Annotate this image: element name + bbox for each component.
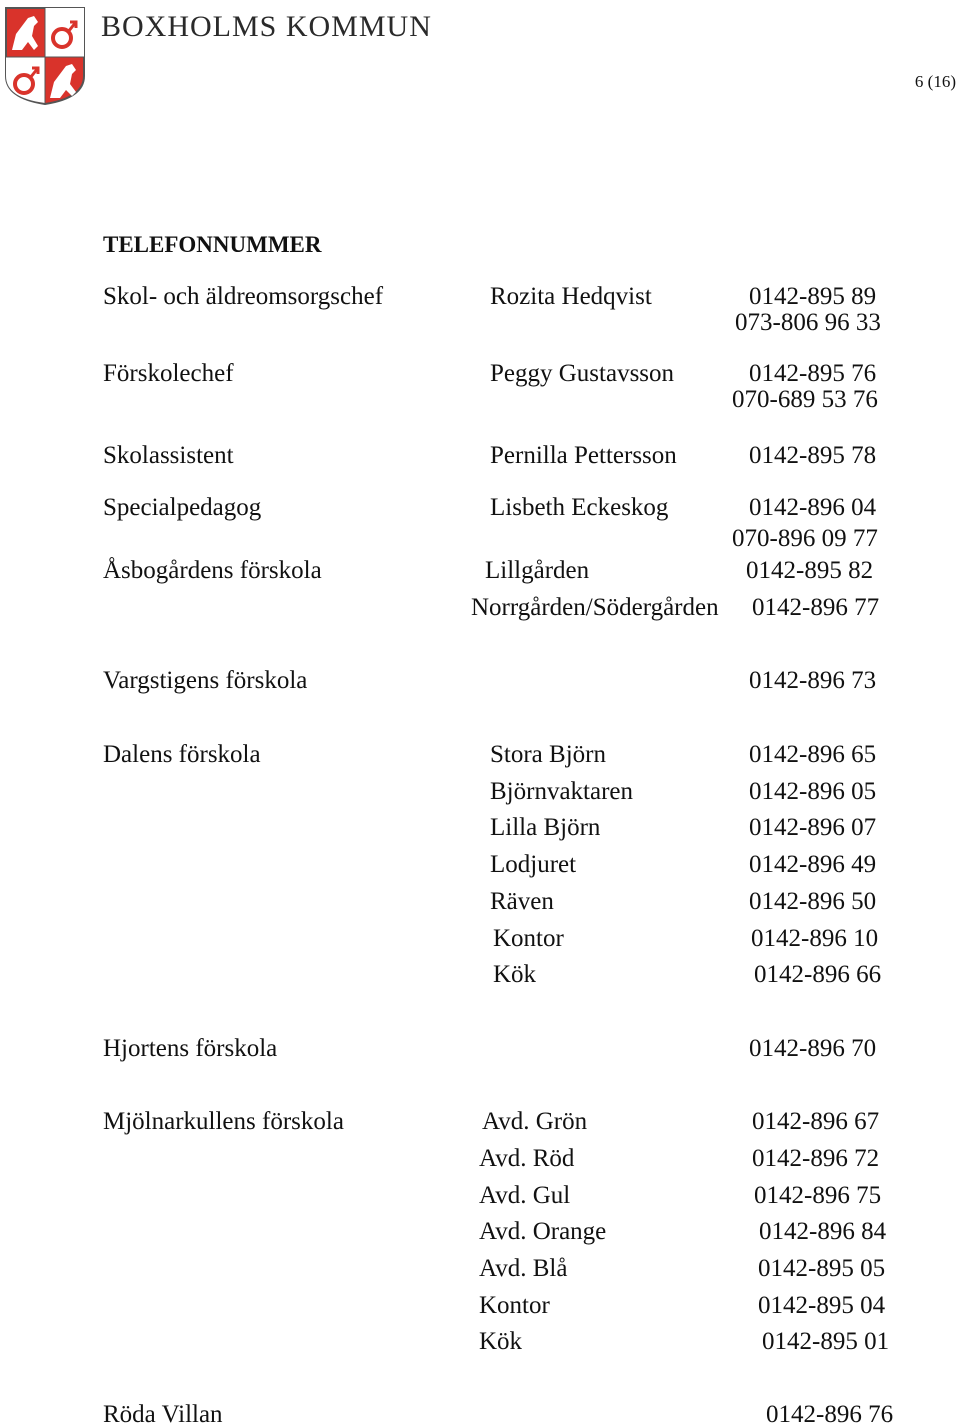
unit-phone: 0142-896 50	[749, 888, 877, 915]
unit-name: Kontor	[493, 925, 564, 952]
unit-name: Lillgården	[485, 557, 590, 584]
contact-mobile: 070-689 53 76	[732, 386, 878, 413]
unit-name: Avd. Gul	[479, 1182, 571, 1209]
unit-phone: 0142-896 67	[752, 1108, 880, 1135]
contact-role: Skolassistent	[103, 442, 234, 469]
unit-name: Avd. Röd	[479, 1145, 575, 1172]
contact-role: Specialpedagog	[103, 494, 262, 521]
preschool-phone: 0142-896 76	[766, 1401, 894, 1428]
preschool-name: Mjölnarkullens förskola	[103, 1108, 344, 1135]
unit-phone: 0142-896 66	[754, 961, 882, 988]
contact-mobile: 070-896 09 77	[732, 525, 878, 552]
contact-name: Peggy Gustavsson	[490, 360, 675, 387]
unit-phone: 0142-896 05	[749, 778, 877, 805]
preschool-phone: 0142-896 73	[749, 667, 877, 694]
unit-name: Räven	[490, 888, 554, 915]
unit-phone: 0142-896 72	[752, 1145, 880, 1172]
contact-name: Pernilla Pettersson	[490, 442, 677, 469]
unit-phone: 0142-896 49	[749, 851, 877, 878]
contact-name: Rozita Hedqvist	[490, 283, 652, 310]
preschool-phone: 0142-896 70	[749, 1035, 877, 1062]
contact-role: Förskolechef	[103, 360, 234, 387]
preschool-name: Dalens förskola	[103, 741, 261, 768]
preschool-name: Vargstigens förskola	[103, 667, 308, 694]
unit-name: Avd. Orange	[479, 1218, 607, 1245]
preschool-name: Hjortens förskola	[103, 1035, 278, 1062]
unit-phone: 0142-895 05	[758, 1255, 886, 1282]
contact-phone: 0142-896 04	[749, 494, 877, 521]
preschool-name: Röda Villan	[103, 1401, 223, 1428]
page-number: 6 (16)	[914, 72, 956, 91]
unit-phone: 0142-896 75	[754, 1182, 882, 1209]
unit-name: Lodjuret	[490, 851, 577, 878]
contact-name: Lisbeth Eckeskog	[490, 494, 669, 521]
preschool-name: Åsbogårdens förskola	[103, 557, 322, 584]
unit-phone: 0142-895 82	[746, 557, 874, 584]
unit-phone: 0142-896 84	[759, 1218, 887, 1245]
section-title: TELEFONNUMMER	[103, 232, 322, 257]
unit-name: Avd. Grön	[482, 1108, 588, 1135]
unit-name: Stora Björn	[490, 741, 606, 768]
unit-name: Lilla Björn	[490, 814, 601, 841]
unit-phone: 0142-896 07	[749, 814, 877, 841]
unit-phone: 0142-895 04	[758, 1292, 886, 1319]
contact-phone: 0142-895 76	[749, 360, 877, 387]
contact-phone: 0142-895 89	[749, 283, 877, 310]
unit-name: Kök	[479, 1328, 523, 1355]
coat-of-arms-icon	[4, 6, 86, 106]
contact-role: Skol- och äldreomsorgschef	[103, 283, 384, 310]
unit-name: Björnvaktaren	[490, 778, 634, 805]
unit-phone: 0142-896 65	[749, 741, 877, 768]
contact-phone: 0142-895 78	[749, 442, 877, 469]
unit-phone: 0142-895 01	[762, 1328, 890, 1355]
unit-phone: 0142-896 10	[751, 925, 879, 952]
municipality-name: BOXHOLMS KOMMUN	[101, 10, 432, 43]
unit-name: Avd. Blå	[479, 1255, 568, 1282]
unit-phone: 0142-896 77	[752, 594, 880, 621]
unit-name: Norrgården/Södergården	[471, 594, 719, 621]
contact-mobile: 073-806 96 33	[735, 309, 881, 336]
unit-name: Kök	[493, 961, 537, 988]
unit-name: Kontor	[479, 1292, 550, 1319]
